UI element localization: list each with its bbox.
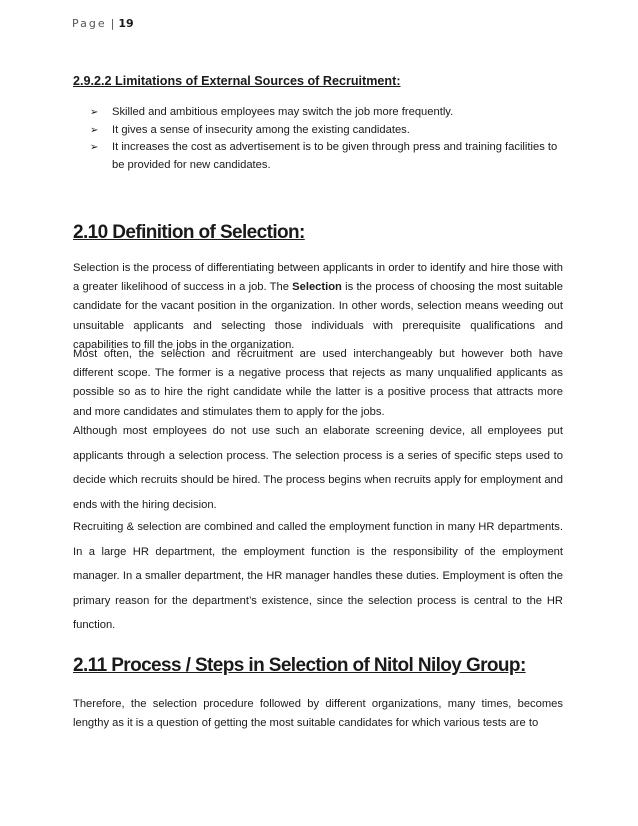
process-heading: 2.11 Process / Steps in Selection of Nitol Niloy Group:: [73, 655, 526, 676]
list-item: [90, 139, 560, 174]
selection-paragraph-4: Recruiting & selection are combined and called the employment function in many HR departments. In a large HR department, the employment function is the responsibility of the employment manager. In a smaller department, the HR manager handles these duties. Employment is often the primary reason for the department’s existence, since the selection process is central to the HR function.: [73, 521, 563, 632]
limitations-list: [90, 104, 560, 174]
list-item-text: Skilled and ambitious employees may switch the job more frequently.: [112, 106, 454, 118]
page-number: 19: [118, 17, 134, 30]
selection-paragraph-3: Although most employees do not use such an elaborate screening device, all employees put applicants through a selection process. The selection process is a series of specific steps used to decide which recruits should be hired. The process begins when recruits apply for employment and ends with the hiring decision.: [73, 425, 563, 511]
arrow-bullet-icon: ➢: [90, 107, 99, 118]
selection-paragraph-1: [73, 259, 563, 355]
page-label: Page: [72, 17, 107, 30]
bold-term: Selection: [292, 281, 342, 294]
page-separator: |: [110, 17, 115, 30]
paragraph-text: Selection is the process of differentiating between applicants in order to identify and hire those with a greater likelihood of success in a job. The: [73, 262, 563, 294]
list-item-text: It increases the cost as advertisement is to be given through press and training facilities to be provided for new candidates.: [112, 141, 558, 171]
selection-paragraph-2: Most often, the selection and recruitment are used interchangeably but however both have different scope. The former is a negative process that rejects as many unqualified applicants as possible so as to hire the right candidate while the latter is a positive process that attracts more and more candidates and stimulates them to apply for the jobs.: [73, 348, 563, 418]
list-item: [90, 122, 560, 140]
selection-heading: 2.10 Definition of Selection:: [73, 222, 305, 243]
limitations-heading: 2.9.2.2 Limitations of External Sources of Recruitment:: [73, 74, 401, 88]
arrow-bullet-icon: ➢: [90, 142, 99, 153]
list-item-text: It gives a sense of insecurity among the existing candidates.: [112, 123, 410, 136]
arrow-bullet-icon: ➢: [90, 124, 99, 136]
page-header: [72, 17, 134, 30]
list-item: [90, 104, 560, 122]
process-paragraph-1: Therefore, the selection procedure followed by different organizations, many times, becomes lengthy as it is a question of getting the most suitable candidates for which various tests are to: [73, 698, 563, 730]
paragraph-text: is the process of choosing the most suitable candidate for the vacant position in the organization. In other words, selection means weeding out unsuitable applicants and selecting those individuals with prerequisite qualifications and capabilities to fill the jobs in the organization.: [73, 281, 564, 351]
